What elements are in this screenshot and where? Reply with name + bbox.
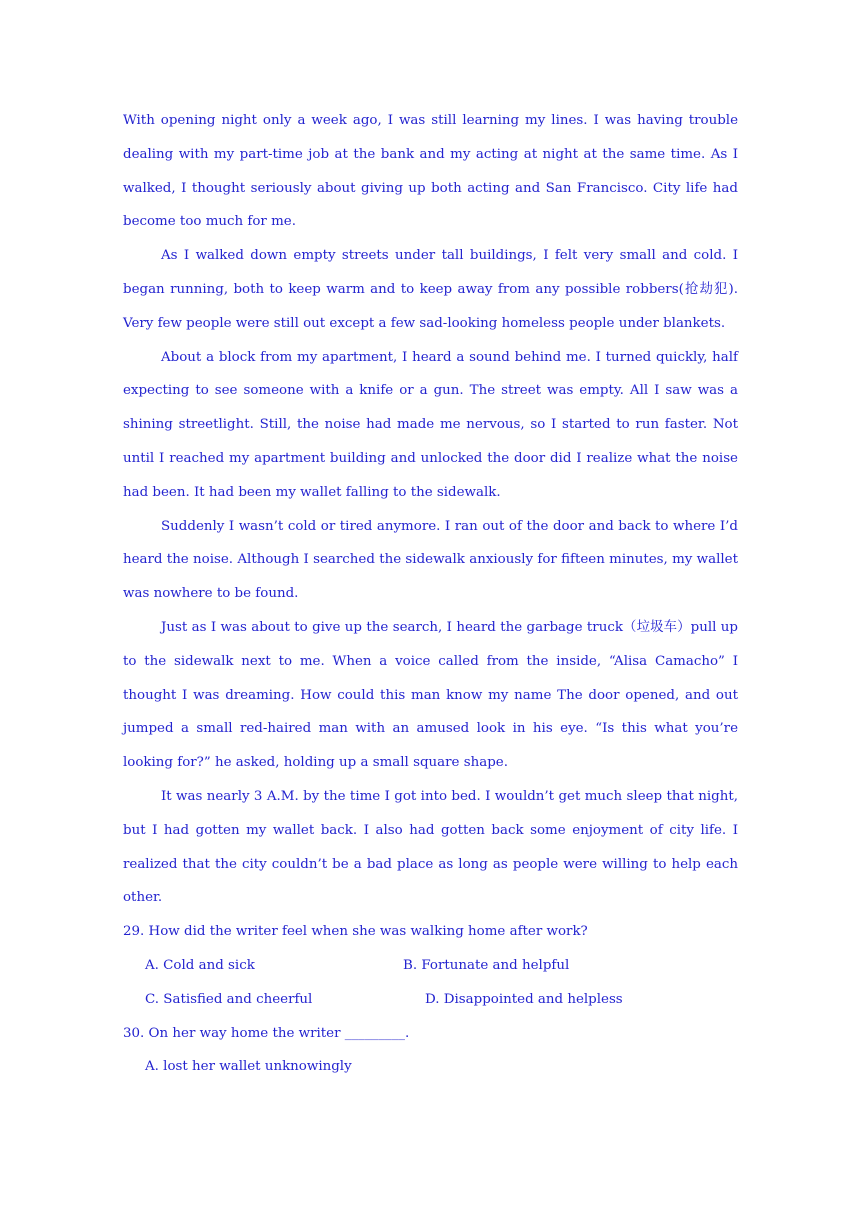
question-29-options-row-1 [123, 949, 738, 983]
question-30 [123, 1017, 738, 1085]
passage-paragraph-5: Just as I was about to give up the search, I heard the garbage truck（垃圾车）pull up to the sidewalk next to me. When a voice called from the inside, “Alisa Camacho” I thought I was dreaming. How could this man know my name The door opened, and out jumped a small red-haired man with an amused look in his eye. “Is this what you’re looking for?” he asked, holding up a small square shape. [123, 619, 738, 771]
passage-paragraph-3: About a block from my apartment, I heard a sound behind me. I turned quickly, half expecting to see someone with a knife or a gun. The street was empty. All I saw was a shining streetlight. Still, the noise had made me nervous, so I started to run faster. Not until I reached my apartment building and unlocked the door did I realize what the noise had been. It had been my wallet falling to the sidewalk. [123, 349, 738, 500]
question-30-option-a: A. lost her wallet unknowingly [145, 1059, 352, 1075]
passage-paragraph-1: With opening night only a week ago, I was still learning my lines. I was having trouble dealing with my part-time job at the bank and my acting at night at the same time. As I walked, I thought seriously about giving up both acting and San Francisco. City life had become too much for me. [123, 113, 738, 230]
question-30-stem: 30. On her way home the writer _________. [123, 1025, 410, 1041]
passage-paragraph-4: Suddenly I wasn’t cold or tired anymore. I ran out of the door and back to where I’d heard the noise. Although I searched the sidewalk anxiously for fifteen minutes, my wallet was nowhere to be found. [123, 518, 738, 602]
question-29 [123, 915, 738, 1016]
reading-passage [123, 104, 738, 1084]
question-29-option-c: C. Satisfied and cheerful [145, 991, 313, 1007]
question-29-stem: 29. How did the writer feel when she was walking home after work? [123, 924, 588, 940]
question-29-options-row-2 [123, 983, 738, 1017]
passage-paragraph-2: As I walked down empty streets under tall buildings, I felt very small and cold. I began running, both to keep warm and to keep away from any possible robbers(抢劫犯). Very few people were still out except a few sad-looking homeless people under blankets. [123, 248, 738, 331]
passage-paragraph-6: It was nearly 3 A.M. by the time I got into bed. I wouldn’t get much sleep that night, but I had gotten my wallet back. I also had gotten back some enjoyment of city life. I realized that the city couldn’t be a bad place as long as people were willing to help each other. [123, 788, 738, 906]
question-29-option-a: A. Cold and sick [145, 957, 255, 973]
question-29-option-d: D. Disappointed and helpless [425, 991, 623, 1007]
question-29-option-b: B. Fortunate and helpful [403, 957, 570, 973]
